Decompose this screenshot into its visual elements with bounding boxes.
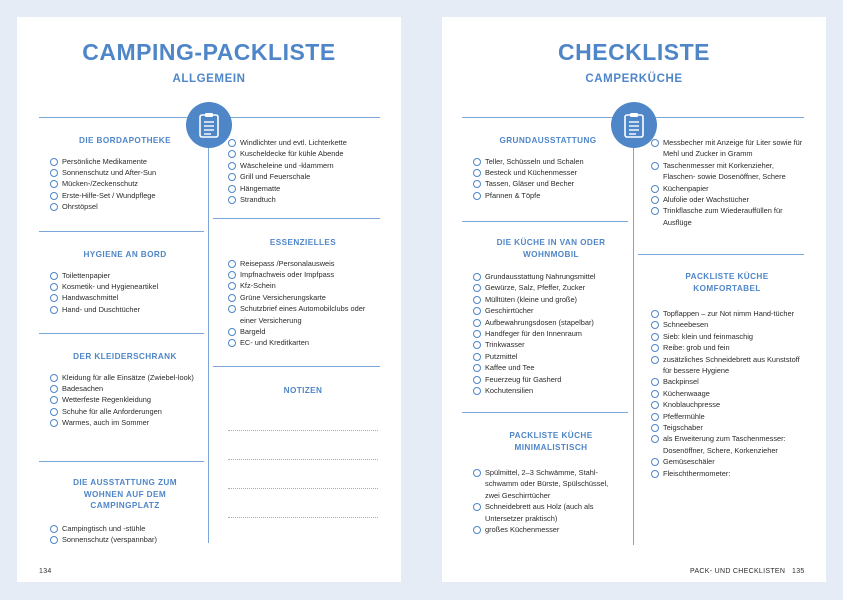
section-title: DER KLEIDERSCHRANK xyxy=(73,352,177,361)
checklist-item[interactable]: zusätzliches Schneidebrett aus Kunststoff für bessere Hygiene xyxy=(651,354,803,377)
left-page xyxy=(17,17,401,582)
section-title: ESSENZIELLES xyxy=(269,238,337,247)
page-title: CAMPING-PACKLISTE xyxy=(82,39,336,65)
checklist-item[interactable]: Campingtisch und -stühle xyxy=(50,523,200,534)
checklist-item[interactable]: Knoblauchpresse xyxy=(651,399,803,410)
checklist-item[interactable]: Kuscheldecke für kühle Abende xyxy=(228,148,378,159)
checklist-item[interactable]: Grill und Feuerschale xyxy=(228,171,378,182)
checklist-item[interactable]: Teller, Schüsseln und Schalen xyxy=(473,156,623,167)
section-komfortabel xyxy=(667,271,787,294)
section-ausstattung-continued xyxy=(228,137,378,205)
checklist-item[interactable]: Persönliche Medikamente xyxy=(50,156,200,167)
page-number: 134 xyxy=(39,568,52,575)
section-divider xyxy=(39,461,204,462)
checklist-item[interactable]: Gemüseschäler xyxy=(651,456,803,467)
column-divider xyxy=(208,143,209,543)
checklist-item[interactable]: als Erweiterung zum Taschenmesser: Dosenöffner, Schere, Korkenzieher xyxy=(651,433,803,456)
checklist-item[interactable]: Ohrstöpsel xyxy=(50,201,200,212)
section-komfortabel-items xyxy=(651,308,803,479)
checklist-item[interactable]: Mücken-/Zeckenschutz xyxy=(50,178,200,189)
right-page xyxy=(442,17,826,582)
checklist-item[interactable]: EC- und Kreditkarten xyxy=(228,337,378,348)
checklist-item[interactable]: Handfeger für den Innenraum xyxy=(473,328,623,339)
column-divider xyxy=(633,143,634,545)
section-divider xyxy=(462,221,628,222)
checklist-item[interactable]: Erste-Hilfe-Set / Wundpflege xyxy=(50,190,200,201)
section-ausstattung-items xyxy=(50,523,200,546)
section-essenzielles xyxy=(228,237,378,349)
checklist-item[interactable]: Wäscheleine und -klammern xyxy=(228,160,378,171)
checklist-item[interactable]: Taschenmesser mit Korkenzieher, Flaschen- sowie Dosenöffner, Schere xyxy=(651,160,803,183)
section-bordapotheke xyxy=(50,135,200,213)
section-hygiene xyxy=(50,249,200,315)
section-minimalistisch xyxy=(491,430,611,453)
section-kueche-van-items xyxy=(473,271,623,396)
section-grundausstattung xyxy=(473,135,623,201)
checklist-item[interactable]: Warmes, auch im Sommer xyxy=(50,417,200,428)
checklist-item[interactable]: Reisepass /Personalausweis xyxy=(228,258,378,269)
section-title: DIE AUSSTATTUNG ZUM WOHNEN AUF DEM CAMPINGPLATZ xyxy=(73,478,177,510)
checklist-item[interactable]: Trinkflasche zum Wiederauffüllen für Ausflüge xyxy=(651,205,803,228)
section-title: PACKLISTE KÜCHE MINIMALISTISCH xyxy=(509,431,593,452)
checklist-item[interactable]: Fleischthermometer: xyxy=(651,468,803,479)
section-title: DIE KÜCHE IN VAN ODER WOHNMOBIL xyxy=(496,238,606,259)
checklist-item[interactable]: Handwaschmittel xyxy=(50,292,200,303)
checklist-item[interactable]: Schutzbrief eines Automobilclubs oder einer Versicherung xyxy=(228,303,378,326)
checklist-item[interactable]: Grundausstattung Nahrungsmittel xyxy=(473,271,623,282)
checklist-item[interactable]: Besteck und Küchenmesser xyxy=(473,167,623,178)
section-divider xyxy=(462,412,628,413)
checklist-item[interactable]: Teigschaber xyxy=(651,422,803,433)
section-kueche-van xyxy=(491,237,611,260)
section-divider xyxy=(213,366,380,367)
checklist-item[interactable]: Sonnenschutz (verspannbar) xyxy=(50,534,200,545)
checklist-item[interactable]: großes Küchenmesser xyxy=(473,524,623,535)
section-ausstattung xyxy=(65,477,185,512)
checklist-item[interactable]: Wetterfeste Regenkleidung xyxy=(50,394,200,405)
checklist-item[interactable]: Grüne Versicherungskarte xyxy=(228,292,378,303)
checklist-item[interactable]: Strandtuch xyxy=(228,194,378,205)
checklist-item[interactable]: Pfannen & Töpfe xyxy=(473,190,623,201)
checklist-item[interactable]: Putzmittel xyxy=(473,351,623,362)
page-number: 135 xyxy=(792,568,805,575)
checklist-item[interactable]: Kleidung für alle Einsätze (Zwiebel-look) xyxy=(50,372,200,383)
checklist-item[interactable]: Bargeld xyxy=(228,326,378,337)
checklist-item[interactable]: Schuhe für alle Anforderungen xyxy=(50,406,200,417)
section-title: HYGIENE AN BORD xyxy=(83,250,167,259)
notes-line[interactable] xyxy=(228,517,378,518)
checklist-item[interactable]: Gewürze, Salz, Pfeffer, Zucker xyxy=(473,282,623,293)
checklist-item[interactable]: Schneidebrett aus Holz (auch als Untersetzer praktisch) xyxy=(473,501,623,524)
section-kleiderschrank xyxy=(50,351,200,429)
section-notizen xyxy=(228,385,378,397)
checklist-item[interactable]: Sonnenschutz und After-Sun xyxy=(50,167,200,178)
section-title: DIE BORDAPOTHEKE xyxy=(79,136,171,145)
page-title: CHECKLISTE xyxy=(558,39,710,65)
notes-line[interactable] xyxy=(228,430,378,431)
checklist-item[interactable]: Mülltüten (kleine und große) xyxy=(473,294,623,305)
checklist-item[interactable]: Toilettenpapier xyxy=(50,270,200,281)
checklist-item[interactable]: Windlichter und evtl. Lichterkette xyxy=(228,137,378,148)
checklist-item[interactable]: Aufbewahrungsdosen (stapelbar) xyxy=(473,317,623,328)
section-grundausstattung-continued xyxy=(651,137,803,228)
page-subtitle: CAMPERKÜCHE xyxy=(585,73,683,85)
clipboard-icon xyxy=(623,112,645,138)
section-title: NOTIZEN xyxy=(283,386,323,395)
section-minimalistisch-items xyxy=(473,467,623,535)
checklist-item[interactable]: Hand- und Duschtücher xyxy=(50,304,200,315)
checklist-item[interactable]: Backpinsel xyxy=(651,376,803,387)
running-head: PACK- UND CHECKLISTEN xyxy=(690,568,786,575)
checklist-item[interactable]: Feuerzeug für Gasherd xyxy=(473,374,623,385)
section-title: GRUNDAUSSTATTUNG xyxy=(499,136,597,145)
checklist-item[interactable]: Kochutensilien xyxy=(473,385,623,396)
section-title: PACKLISTE KÜCHE KOMFORTABEL xyxy=(685,272,769,293)
checklist-item[interactable]: Spülmittel, 2–3 Schwämme, Stahl-schwamm oder Bürste, Spülschüssel, zwei Geschirrtücher xyxy=(473,467,623,501)
page-subtitle: ALLGEMEIN xyxy=(172,73,246,85)
checklist-item[interactable]: Sieb: klein und feinmaschig xyxy=(651,331,803,342)
checklist-item[interactable]: Reibe: grob und fein xyxy=(651,342,803,353)
checklist-item[interactable]: Kfz-Schein xyxy=(228,280,378,291)
clipboard-icon xyxy=(198,112,220,138)
checklist-item[interactable]: Schneebesen xyxy=(651,319,803,330)
section-divider xyxy=(39,333,204,334)
checklist-item[interactable]: Kaffee und Tee xyxy=(473,362,623,373)
notes-line[interactable] xyxy=(228,488,378,489)
checklist-item[interactable]: Tassen, Gläser und Becher xyxy=(473,178,623,189)
checklist-item[interactable]: Küchenwaage xyxy=(651,388,803,399)
checklist-item[interactable]: Badesachen xyxy=(50,383,200,394)
checklist-item[interactable]: Topflappen – zur Not nimm Hand-tücher xyxy=(651,308,803,319)
checklist-item[interactable]: Küchenpapier xyxy=(651,183,803,194)
notes-line[interactable] xyxy=(228,459,378,460)
section-divider xyxy=(39,231,204,232)
section-divider xyxy=(638,254,804,255)
checklist-item[interactable]: Impfnachweis oder Impfpass xyxy=(228,269,378,280)
checklist-item[interactable]: Pfeffermühle xyxy=(651,411,803,422)
checklist-item[interactable]: Kosmetik- und Hygieneartikel xyxy=(50,281,200,292)
section-divider xyxy=(213,218,380,219)
checklist-item[interactable]: Trinkwasser xyxy=(473,339,623,350)
checklist-item[interactable]: Messbecher mit Anzeige für Liter sowie für Mehl und Zucker in Gramm xyxy=(651,137,803,160)
checklist-item[interactable]: Alufolie oder Wachstücher xyxy=(651,194,803,205)
checklist-item[interactable]: Hängematte xyxy=(228,183,378,194)
checklist-item[interactable]: Geschirrtücher xyxy=(473,305,623,316)
